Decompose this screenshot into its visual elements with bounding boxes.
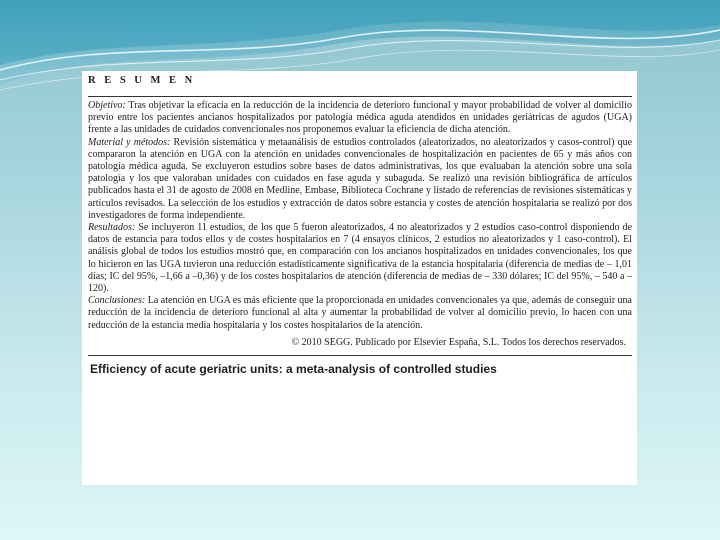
methods-label: Material y métodos:: [88, 136, 171, 148]
conclusions-paragraph: [88, 295, 632, 332]
english-title: Efficiency of acute geriatric units: a meta-analysis of controlled studies: [90, 361, 497, 376]
results-text: Se incluyeron 11 estudios, de los que 5 fueron aleatorizados, 4 no aleatorizados y 2 estudios caso-control disponiendo de datos de estancia para todos ellos y de costes hospitalarios en 7 (4 ensayos clínicos, 2 estudios no aleatorizados y 1 caso-control). El análisis global de todos los estudios mostró que, en comparación con los ancianos hospitalizados en unidades convencionales, los que lo hicieron en las UGA tuvieron una reducción estadísticamente significativa de la estancia hospitalaria (diferencia de medias de – 1,01 días; IC del 95%, –1,66 a –0,36) y de los costes hospitalarios de atención (diferencia de medias de – 330 dólares; IC del 95%, – 540 a –120).: [88, 222, 633, 295]
results-paragraph: [88, 222, 632, 295]
abstract-body: [88, 100, 632, 332]
objective-label: Objetivo:: [88, 100, 126, 111]
abstract-card: [82, 71, 637, 485]
copyright-notice: © 2010 SEGG. Publicado por Elsevier España, S.L. Todos los derechos reservados.: [291, 336, 626, 348]
conclusions-text: La atención en UGA es más eficiente que la proporcionada en unidades convencionales ya que, además de conseguir una reducción de la incidencia de deterioro funcional al alta y aumentar la probabilidad de volver al domicilio previo, lo hacen con una reducción de la estancia media hospitalaria y los costes hospitalarios de la atención.: [88, 295, 632, 331]
title-divider: [88, 355, 632, 356]
objective-paragraph: [88, 100, 632, 137]
section-heading: R E S U M E N: [88, 75, 196, 86]
conclusions-label: Conclusiones:: [88, 295, 146, 307]
methods-text: Revisión sistemática y metaanálisis de estudios controlados (aleatorizados, no aleatorizados y casos-control) que compararon la atención en UGA con la atención en unidades convencionales de hospitalización en pacientes de 65 y más años con patología médica aguda. Se excluyeron estudios sobre bases de datos administrativas, los que evaluaban la atención sobre una sola patología y los que valoraban unidades con cuidados en fase aguda y subaguda. Se realizó una revisión bibliográfica de artículos publicados hasta el 31 de agosto de 2008 en Medline, Embase, Biblioteca Cochrane y listado de referencias de revisiones sistemáticas y artículos revisados. La selección de los estudios y extracción de datos sobre estancia y costes de atención hospitalaria se realizó por dos investigadores de forma independiente.: [88, 136, 633, 221]
methods-paragraph: [88, 137, 632, 222]
objective-text: Tras objetivar la eficacia en la reducción de la incidencia de deterioro funcional y mayor probabilidad de volver al domicilio previo entre los pacientes ancianos hospitalizados por patología médica aguda atendidos en unidades geriátricas de agudos (UGA) frente a las unidades de cuidados convencionales nos proponemos evaluar la eficiencia de dicha atención.: [88, 100, 632, 136]
results-label: Resultados:: [88, 222, 136, 234]
heading-divider: [88, 96, 632, 97]
